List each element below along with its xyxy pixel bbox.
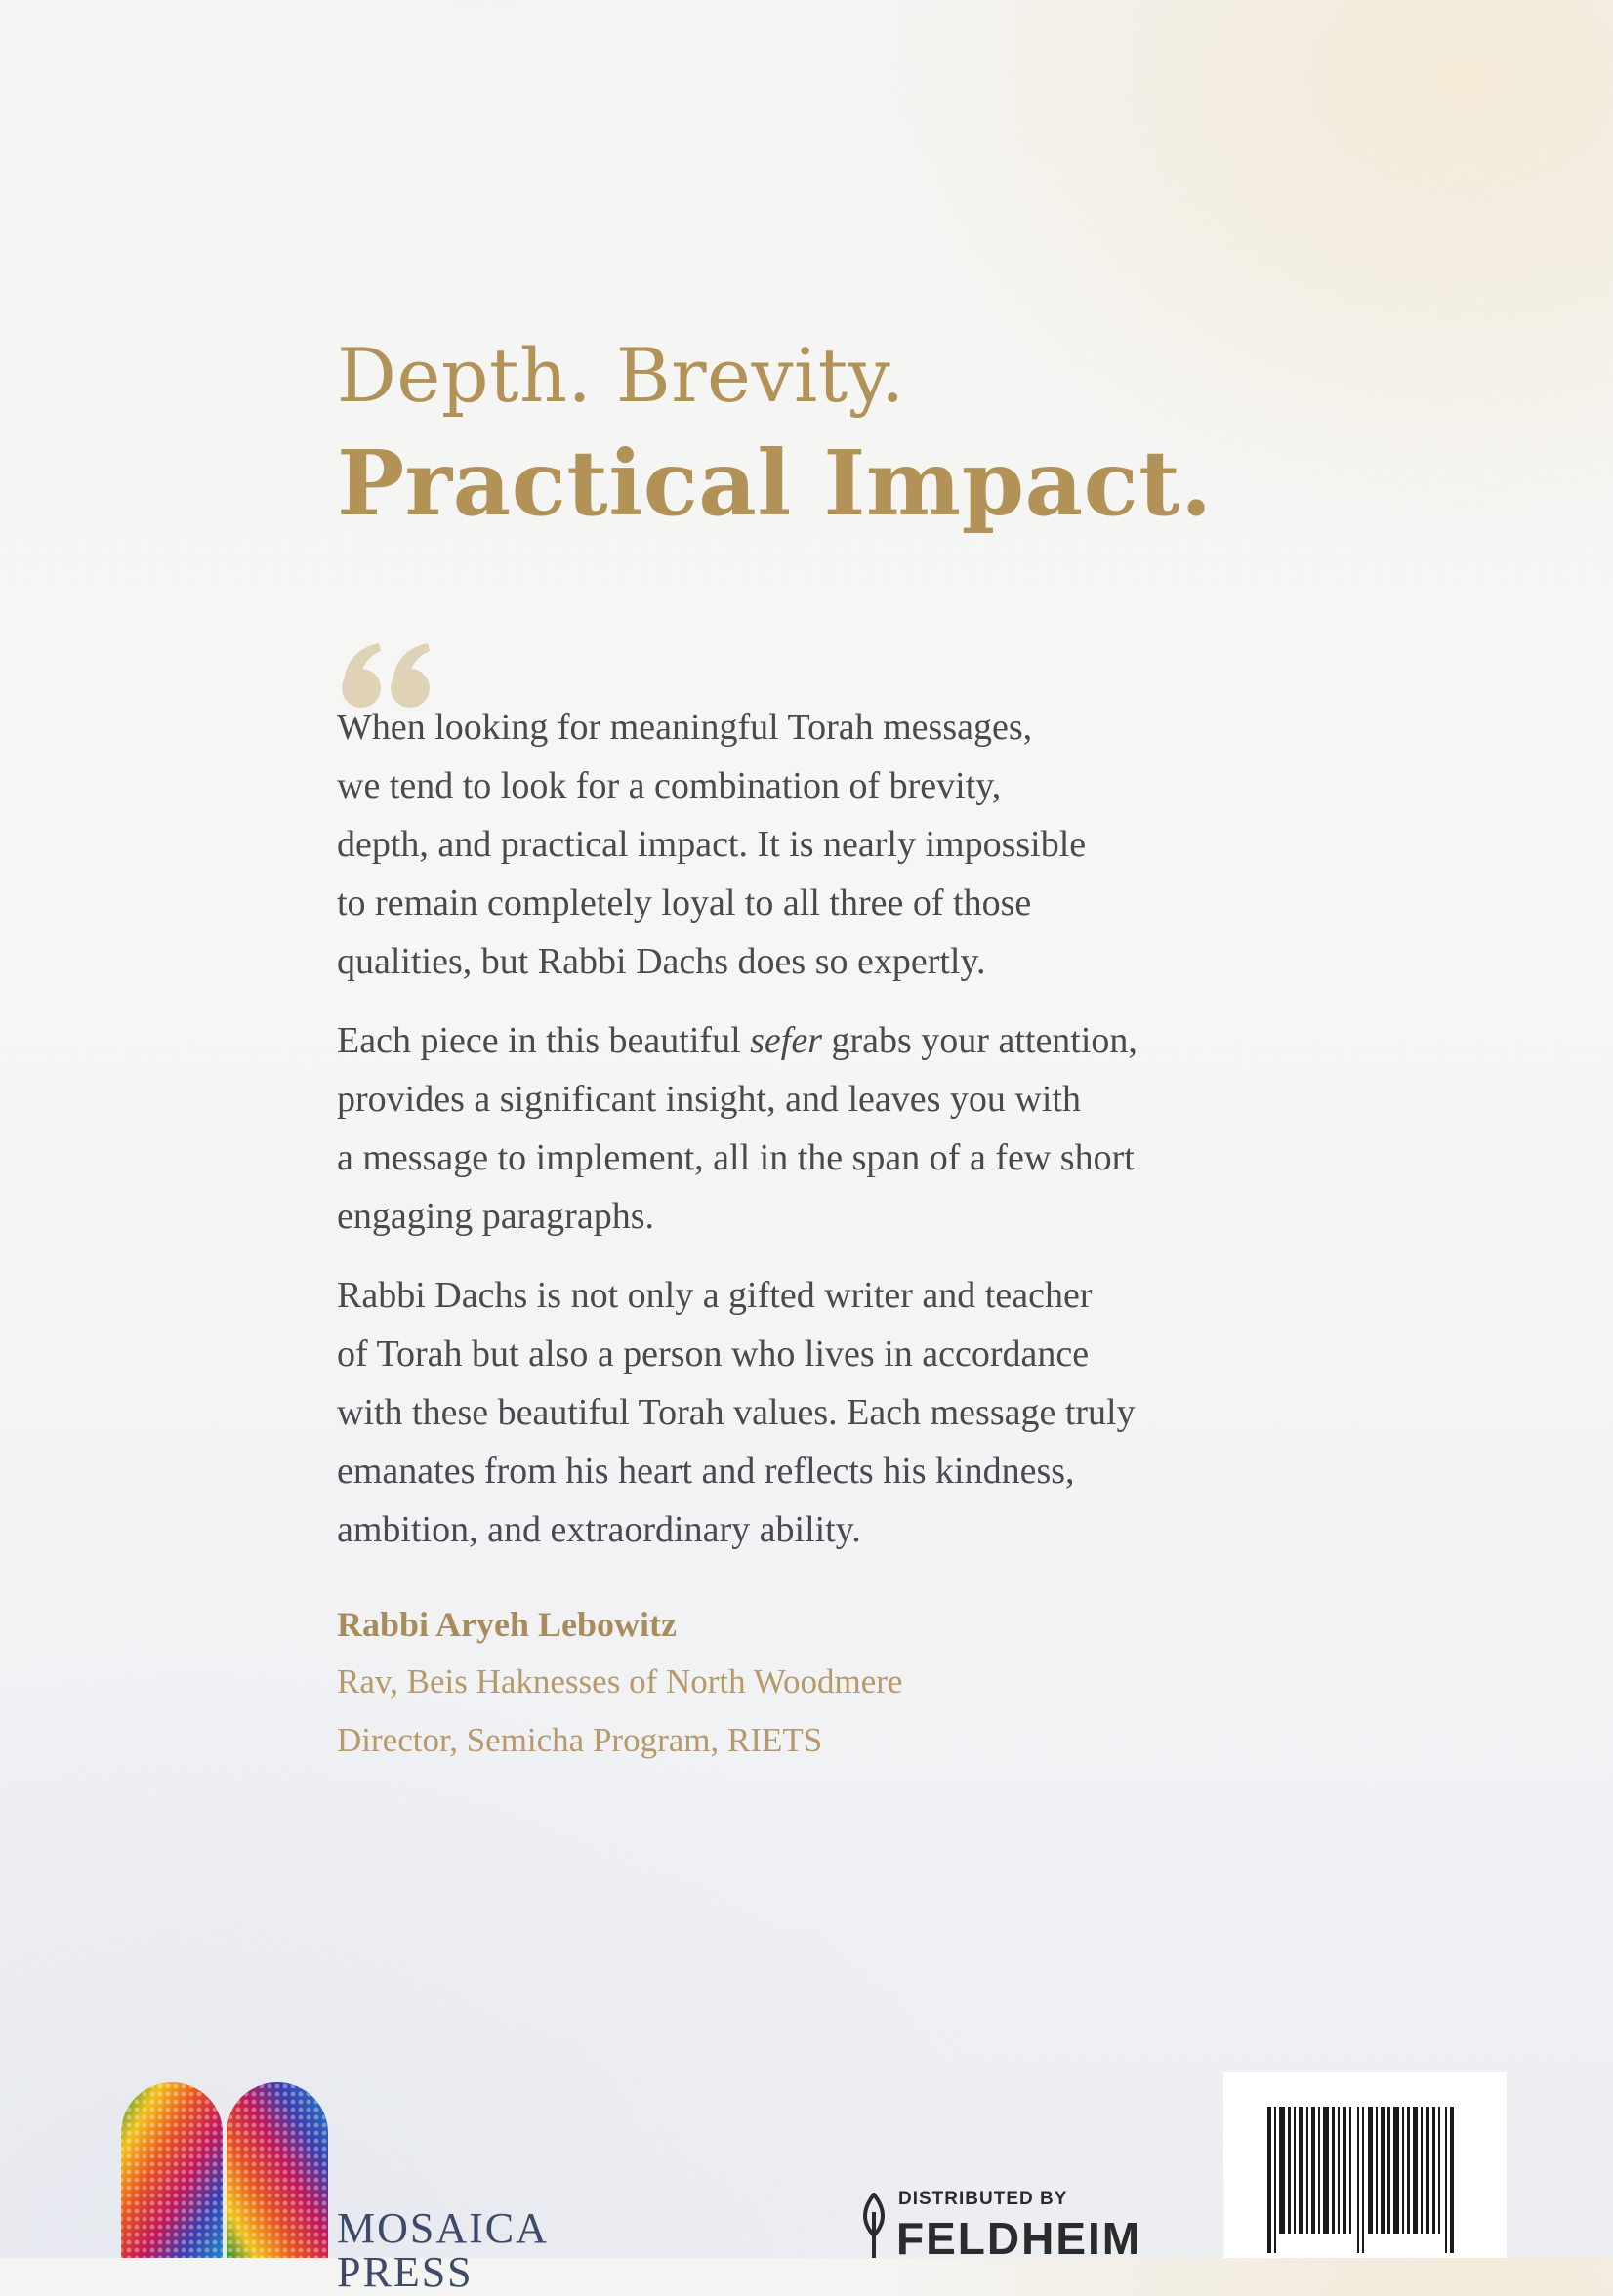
text-line: When looking for meaningful Torah messages,	[337, 707, 1033, 748]
headline-line-1: Depth. Brevity.	[337, 332, 905, 419]
text-line: of Torah but also a person who lives in accordance	[337, 1333, 1090, 1374]
endorser-attribution	[337, 1596, 1216, 1770]
italic-word: sefer	[750, 1020, 822, 1061]
text-line: we tend to look for a combination of brevity,	[337, 765, 1002, 806]
text-line: depth, and practical impact. It is nearly impossible	[337, 824, 1087, 865]
text-fragment: Each piece in this beautiful	[337, 1020, 751, 1061]
text-line: a message to implement, all in the span of a few short	[337, 1137, 1135, 1178]
endorser-name: Rabbi Aryeh Lebowitz	[337, 1605, 678, 1644]
text-line: with these beautiful Torah values. Each message truly	[337, 1392, 1136, 1433]
text-fragment: grabs your attention,	[822, 1020, 1137, 1061]
publisher-name-line-2: PRESS	[337, 2248, 474, 2296]
publisher-name	[337, 2204, 549, 2296]
text-line	[337, 1011, 1284, 1070]
headline	[337, 327, 1313, 542]
paragraph-3	[337, 1266, 1284, 1559]
leaf-icon	[859, 2193, 889, 2258]
text-line: qualities, but Rabbi Dachs does so expertly.	[337, 941, 986, 982]
isbn-barcode	[1223, 2072, 1507, 2258]
paragraph-2	[337, 1011, 1284, 1246]
distributor-label: DISTRIBUTED BY	[898, 2189, 1068, 2209]
distributor-name: FELDHEIM	[896, 2213, 1142, 2258]
text-line: engaging paragraphs.	[337, 1196, 654, 1237]
distributor-logo	[859, 2187, 1172, 2258]
mosaic-tablets-logo-icon	[117, 2074, 332, 2258]
paragraph-1	[337, 698, 1284, 991]
text-line: provides a significant insight, and leaves you with	[337, 1079, 1081, 1120]
endorser-role: Rav, Beis Haknesses of North Woodmere	[337, 1662, 903, 1701]
barcode-icon	[1267, 2107, 1463, 2258]
publisher-name-line-1: MOSAICA	[337, 2204, 549, 2252]
text-line: Rabbi Dachs is not only a gifted writer and teacher	[337, 1275, 1093, 1316]
text-line: to remain completely loyal to all three of those	[337, 882, 1032, 923]
endorser-role: Director, Semicha Program, RIETS	[337, 1721, 823, 1759]
text-line: ambition, and extraordinary ability.	[337, 1509, 861, 1550]
endorsement-text	[337, 698, 1284, 1579]
headline-line-2: Practical Impact.	[337, 430, 1213, 536]
text-line: emanates from his heart and reflects his kindness,	[337, 1451, 1075, 1492]
